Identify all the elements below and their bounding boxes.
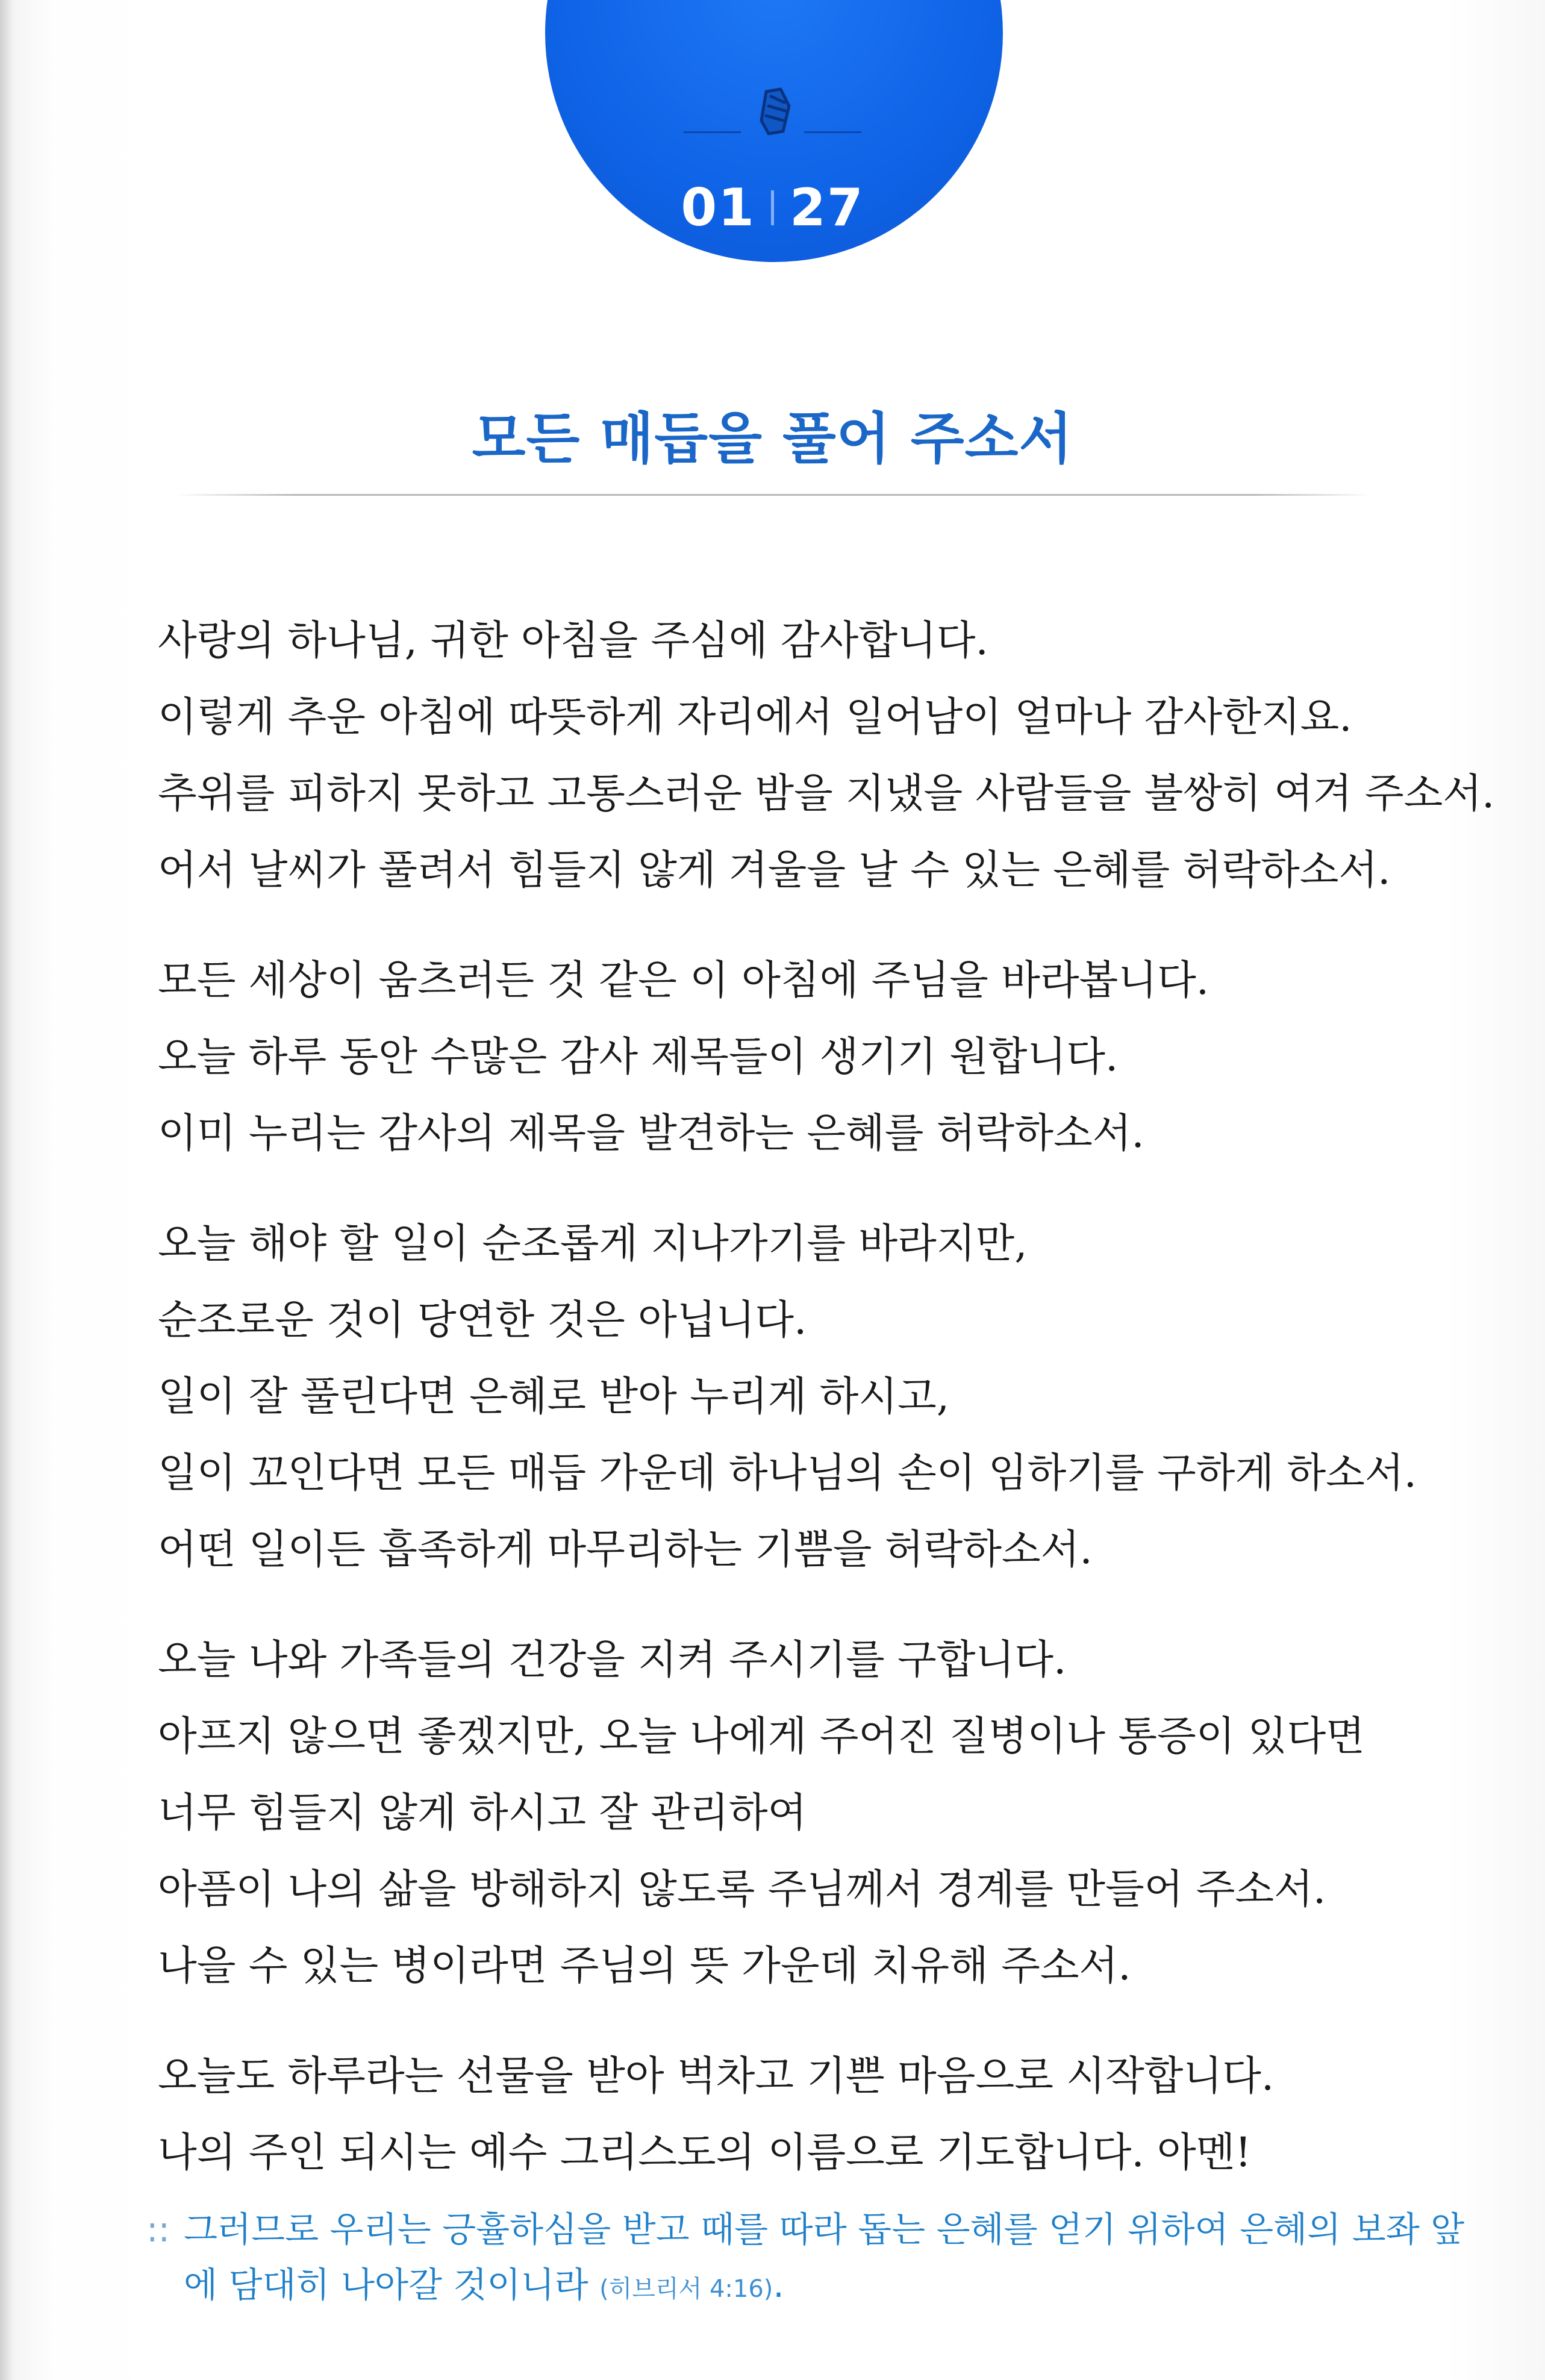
text-line: 이렇게 추운 아침에 따뜻하게 자리에서 일어남이 얼마나 감사한지요. <box>158 693 1352 740</box>
text-line: 오늘도 하루라는 선물을 받아 벅차고 기쁜 마음으로 시작합니다. <box>158 2052 1275 2099</box>
scripture-reference: (히브리서 4:16) <box>599 2275 773 2303</box>
date-day: 27 <box>790 178 864 238</box>
title-divider <box>175 494 1373 496</box>
text-line: 아픔이 나의 삶을 방해하지 않도록 주님께서 경계를 만들어 주소서. <box>158 1866 1326 1913</box>
paragraph-2 <box>158 942 1423 1172</box>
text-line: 오늘 나와 가족들의 건강을 지켜 주시기를 구합니다. <box>158 1636 1067 1683</box>
text-line: 너무 힘들지 않게 하시고 잘 관리하여 <box>158 1789 807 1836</box>
paragraph-1 <box>158 602 1495 908</box>
footnote-text-2: 에 담대히 나아갈 것이니라 <box>184 2264 588 2305</box>
text-line: 오늘 해야 할 일이 순조롭게 지나가기를 바라지만, <box>158 1220 1028 1267</box>
divider-line-right <box>804 131 861 133</box>
text-line: 일이 꼬인다면 모든 매듭 가운데 하나님의 손이 임하기를 구하게 하소서. <box>158 1449 1417 1496</box>
scripture-footnote <box>146 2202 1465 2317</box>
footnote-period: . <box>773 2264 784 2305</box>
footnote-marker: :: <box>146 2209 170 2250</box>
text-line: 이미 누리는 감사의 제목을 발견하는 은혜를 허락하소서. <box>158 1110 1144 1157</box>
prayer-hands-icon <box>753 84 795 139</box>
prayer-body <box>158 602 1495 2225</box>
date-label <box>681 175 864 241</box>
text-line: 모든 세상이 움츠러든 것 같은 이 아침에 주님을 바라봅니다. <box>158 957 1209 1004</box>
text-line: 어떤 일이든 흡족하게 마무리하는 기쁨을 허락하소서. <box>158 1526 1093 1573</box>
footnote-line-1 <box>146 2202 1465 2257</box>
page-edge-shadow <box>0 0 13 2380</box>
text-line: 아프지 않으면 좋겠지만, 오늘 나에게 주어진 질병이나 통증이 있다면 <box>158 1713 1365 1760</box>
page-title: 모든 매듭을 풀어 주소서 <box>472 407 1073 471</box>
paragraph-5 <box>158 2038 1423 2191</box>
paragraph-3 <box>158 1205 1423 1588</box>
text-line: 나을 수 있는 병이라면 주님의 뜻 가운데 치유해 주소서. <box>158 1942 1131 1989</box>
text-line: 나의 주인 되시는 예수 그리스도의 이름으로 기도합니다. 아멘! <box>158 2129 1252 2176</box>
footnote-line-2 <box>146 2257 1405 2317</box>
date-month: 01 <box>681 178 755 238</box>
text-line: 순조로운 것이 당연한 것은 아닙니다. <box>158 1296 807 1343</box>
text-line: 오늘 하루 동안 수많은 감사 제목들이 생기기 원합니다. <box>158 1033 1119 1080</box>
text-line: 추위를 피하지 못하고 고통스러운 밤을 지냈을 사람들을 불쌍히 여겨 주소서. <box>158 770 1495 817</box>
footnote-text-1: 그러므로 우리는 긍휼하심을 받고 때를 따라 돕는 은혜를 얻기 위하여 은혜의 보좌 앞 <box>184 2209 1465 2250</box>
text-line: 어서 날씨가 풀려서 힘들지 않게 겨울을 날 수 있는 은혜를 허락하소서. <box>158 846 1391 893</box>
divider-line-left <box>684 131 741 133</box>
text-line: 일이 잘 풀린다면 은혜로 받아 누리게 하시고, <box>158 1373 950 1420</box>
paragraph-4 <box>158 1622 1423 2004</box>
date-separator <box>771 190 774 225</box>
text-line: 사랑의 하나님, 귀한 아침을 주심에 감사합니다. <box>158 617 988 664</box>
